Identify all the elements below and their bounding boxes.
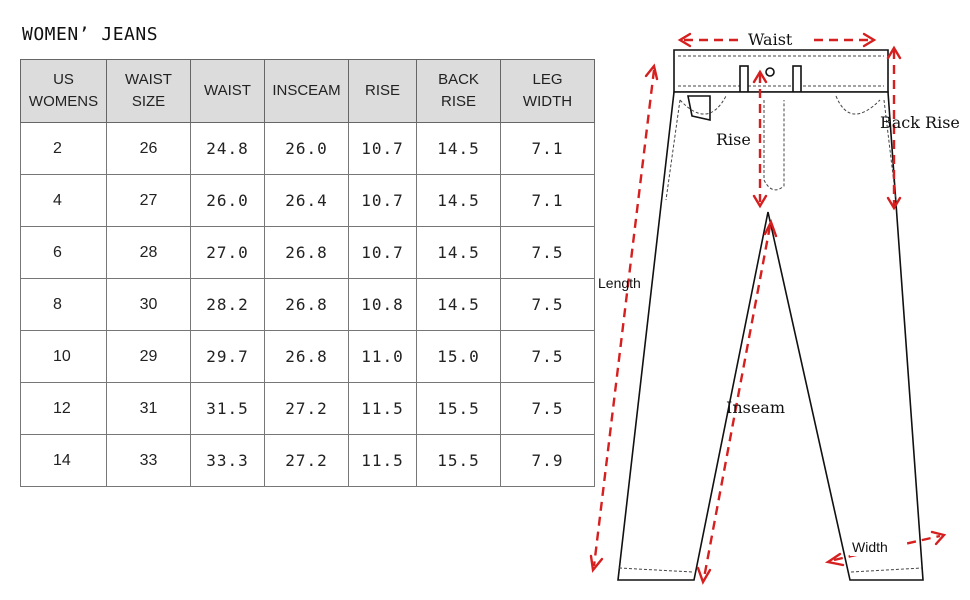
table-cell: 27.2 — [265, 383, 349, 435]
column-header-line: INSCEAM — [272, 82, 341, 99]
table-cell: 11.5 — [349, 383, 417, 435]
table-row — [21, 175, 595, 227]
table-cell: 10.7 — [349, 227, 417, 279]
jeans-diagram — [588, 0, 970, 600]
length-label: Length — [598, 275, 641, 291]
column-header-line: LEG — [532, 71, 563, 88]
table-row — [21, 123, 595, 175]
table-cell: 14.5 — [417, 227, 501, 279]
table-cell: 15.5 — [417, 435, 501, 487]
column-header — [417, 60, 501, 123]
back-rise-label: Back Rise — [880, 113, 960, 132]
table-cell: 28 — [107, 227, 191, 279]
table-row — [21, 227, 595, 279]
table-cell: 7.1 — [501, 175, 595, 227]
table-cell: 33.3 — [191, 435, 265, 487]
table-row — [21, 383, 595, 435]
column-header-line: WAIST — [204, 82, 251, 99]
waist-label: Waist — [748, 30, 793, 49]
table-cell: 14 — [21, 435, 107, 487]
table-cell: 2 — [21, 123, 107, 175]
table-cell: 29 — [107, 331, 191, 383]
table-cell: 11.5 — [349, 435, 417, 487]
width-label: Width — [852, 539, 888, 555]
size-table — [20, 59, 595, 487]
table-cell: 14.5 — [417, 279, 501, 331]
table-cell: 28.2 — [191, 279, 265, 331]
table-cell: 31 — [107, 383, 191, 435]
column-header-line: RISE — [364, 82, 400, 99]
column-header-line: SIZE — [131, 93, 166, 110]
table-row — [21, 279, 595, 331]
table-cell: 6 — [21, 227, 107, 279]
table-cell: 26 — [107, 123, 191, 175]
column-header — [107, 60, 191, 123]
column-header — [349, 60, 417, 123]
table-body — [21, 123, 595, 487]
jeans-outline — [618, 50, 923, 580]
table-cell: 14.5 — [417, 175, 501, 227]
table-cell: 27.2 — [265, 435, 349, 487]
table-row — [21, 331, 595, 383]
table-cell: 12 — [21, 383, 107, 435]
table-cell: 15.0 — [417, 331, 501, 383]
table-cell: 7.5 — [501, 279, 595, 331]
column-header — [501, 60, 595, 123]
column-header-line: WOMENS — [28, 93, 99, 110]
table-cell: 10.7 — [349, 123, 417, 175]
chart-title: WOMEN’ JEANS — [22, 24, 159, 45]
table-cell: 8 — [21, 279, 107, 331]
table-cell: 4 — [21, 175, 107, 227]
table-cell: 26.4 — [265, 175, 349, 227]
table-cell: 10 — [21, 331, 107, 383]
table-cell: 26.8 — [265, 331, 349, 383]
column-header-line: WIDTH — [522, 93, 573, 110]
table-cell: 11.0 — [349, 331, 417, 383]
table-cell: 15.5 — [417, 383, 501, 435]
column-header-line: US — [53, 71, 74, 88]
table-cell: 31.5 — [191, 383, 265, 435]
column-header-line: WAIST — [125, 71, 172, 88]
column-header-line: BACK — [438, 71, 479, 88]
table-cell: 26.0 — [191, 175, 265, 227]
column-header — [191, 60, 265, 123]
table-cell: 26.8 — [265, 227, 349, 279]
table-row — [21, 435, 595, 487]
table-cell: 7.5 — [501, 331, 595, 383]
table-cell: 29.7 — [191, 331, 265, 383]
table-cell: 10.8 — [349, 279, 417, 331]
table-cell: 10.7 — [349, 175, 417, 227]
inseam-label: Inseam — [726, 398, 786, 417]
waist-measure — [680, 30, 874, 49]
table-cell: 7.9 — [501, 435, 595, 487]
table-cell: 7.5 — [501, 227, 595, 279]
table-cell: 7.5 — [501, 383, 595, 435]
column-header — [21, 60, 107, 123]
table-cell: 27.0 — [191, 227, 265, 279]
table-header-row — [21, 60, 595, 123]
table-cell: 7.1 — [501, 123, 595, 175]
table-cell: 26.0 — [265, 123, 349, 175]
column-header-line: RISE — [440, 93, 476, 110]
table-cell: 14.5 — [417, 123, 501, 175]
table-cell: 30 — [107, 279, 191, 331]
table-cell: 27 — [107, 175, 191, 227]
table-cell: 26.8 — [265, 279, 349, 331]
rise-label: Rise — [716, 130, 751, 149]
table-cell: 33 — [107, 435, 191, 487]
table-cell: 24.8 — [191, 123, 265, 175]
column-header — [265, 60, 349, 123]
